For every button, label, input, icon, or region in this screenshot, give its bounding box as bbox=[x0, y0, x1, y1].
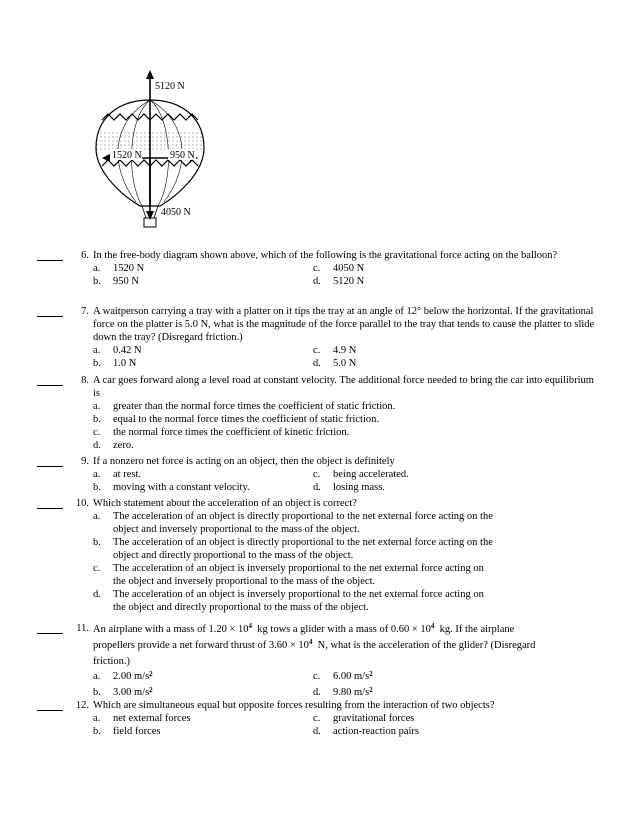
option-c[interactable]: c. 4.9 N bbox=[313, 345, 357, 356]
option-b[interactable]: b. moving with a constant velocity. bbox=[93, 482, 250, 493]
question-text: If a nonzero net force is acting on an object, then the object is definitely bbox=[93, 456, 395, 467]
option-c[interactable]: c. the normal force times the coefficient of kinetic friction. bbox=[93, 427, 350, 438]
option-a[interactable]: a. greater than the normal force times the coefficient of static friction. bbox=[93, 401, 396, 412]
question-9 bbox=[37, 455, 597, 494]
option-d[interactable]: d. 5120 N bbox=[313, 276, 365, 287]
question-10 bbox=[37, 497, 597, 614]
option-a[interactable]: a. at rest. bbox=[93, 469, 141, 480]
answer-blank[interactable] bbox=[37, 455, 63, 467]
option-d[interactable]: d. zero. bbox=[93, 440, 134, 451]
options-row bbox=[93, 262, 597, 275]
force-label-right: 950 N bbox=[170, 150, 195, 161]
option-d[interactable]: d. 9.80 $m/s^2$ bbox=[313, 686, 373, 698]
answer-blank[interactable] bbox=[37, 374, 63, 386]
question-8 bbox=[37, 374, 597, 452]
question-11 bbox=[37, 622, 597, 702]
force-label-left: 1520 N bbox=[112, 150, 142, 161]
option-c[interactable]: c. The acceleration of an object is inversely proportional to the net external force acting on the object and inversely proportional to the mass of the object. bbox=[93, 563, 484, 587]
options-row bbox=[93, 468, 597, 481]
options-row bbox=[93, 712, 597, 725]
answer-blank[interactable] bbox=[37, 622, 63, 634]
question-text: Which are simultaneous equal but opposite forces resulting from the interaction of two objects? bbox=[93, 700, 495, 711]
option-c[interactable]: c. gravitational forces bbox=[313, 713, 415, 724]
option-c[interactable]: c. 6.00 $m/s^2$ bbox=[313, 670, 373, 682]
options-row bbox=[93, 481, 597, 494]
question-number: 11. bbox=[76, 623, 89, 634]
answer-blank[interactable] bbox=[37, 305, 63, 317]
options-row bbox=[93, 275, 597, 288]
option-a[interactable]: a. 2.00 $m/s^2$ bbox=[93, 670, 153, 682]
question-text: A waitperson carrying a tray with a platter on it tips the tray at an angle of 12° below the horizontal. If the gravitational force on the platter is 5.0 N, what is the magnitude of the force parallel to the tray that tends to cause the platter to slide down the tray? (Disregard friction.) bbox=[93, 306, 595, 343]
question-number: 9. bbox=[81, 456, 89, 467]
option-b[interactable]: b. equal to the normal force times the coefficient of static friction. bbox=[93, 414, 379, 425]
question-text: Which statement about the acceleration of an object is correct? bbox=[93, 498, 357, 509]
option-d[interactable]: d. 5.0 N bbox=[313, 358, 357, 369]
option-c[interactable]: c. 4050 N bbox=[313, 263, 365, 274]
option-b[interactable]: b. field forces bbox=[93, 726, 161, 737]
balloon-drawing bbox=[88, 68, 218, 238]
answer-blank[interactable] bbox=[37, 497, 63, 509]
option-a[interactable]: a. 1520 N bbox=[93, 263, 145, 274]
question-7 bbox=[37, 305, 597, 370]
question-text: A car goes forward along a level road at constant velocity. The additional force needed to bring the car into equilibrium is bbox=[93, 375, 594, 399]
option-b[interactable]: b. 1.0 N bbox=[93, 358, 137, 369]
question-text: An airplane with a mass of $1.20 \times 10^4$ kg tows a glider with a mass of $0.60 \times 10^4$ kg. If the airplane propellers provide a net forward thrust of $3.60 \times 10^4$ N, what is the acceleration of the glider? (Disregard friction.) bbox=[93, 622, 536, 667]
option-b[interactable]: b. 3.00 $m/s^2$ bbox=[93, 686, 153, 698]
option-a[interactable]: a. The acceleration of an object is directly proportional to the net external force acting on the object and inversely proportional to the mass of the object. bbox=[93, 511, 493, 535]
option-a[interactable]: a. net external forces bbox=[93, 713, 191, 724]
option-c[interactable]: c. being accelerated. bbox=[313, 469, 409, 480]
option-a[interactable]: a. 0.42 N bbox=[93, 345, 142, 356]
option-b[interactable]: b. The acceleration of an object is directly proportional to the net external force acting on the object and directly proportional to the mass of the object. bbox=[93, 537, 493, 561]
options-row bbox=[93, 344, 597, 357]
option-b[interactable]: b. 950 N bbox=[93, 276, 139, 287]
answer-blank[interactable] bbox=[37, 699, 63, 711]
question-text: In the free-body diagram shown above, which of the following is the gravitational force acting on the balloon? bbox=[93, 250, 558, 261]
options-row bbox=[93, 670, 597, 686]
answer-blank[interactable] bbox=[37, 249, 63, 261]
question-6 bbox=[37, 249, 597, 288]
question-number: 12. bbox=[75, 700, 89, 711]
option-d[interactable]: d. losing mass. bbox=[313, 482, 385, 493]
question-number: 10. bbox=[75, 498, 89, 509]
force-label-up: 5120 N bbox=[155, 81, 185, 92]
option-d[interactable]: d. The acceleration of an object is inversely proportional to the net external force acting on the object and directly proportional to the mass of the object. bbox=[93, 589, 484, 613]
options-row bbox=[93, 725, 597, 738]
balloon-free-body-diagram bbox=[88, 68, 218, 238]
question-number: 8. bbox=[81, 375, 89, 386]
options-row bbox=[93, 357, 597, 370]
question-12 bbox=[37, 699, 597, 738]
option-d[interactable]: d. action-reaction pairs bbox=[313, 726, 419, 737]
question-number: 6. bbox=[81, 250, 89, 261]
force-label-down: 4050 N bbox=[161, 207, 191, 218]
question-number: 7. bbox=[81, 306, 89, 317]
